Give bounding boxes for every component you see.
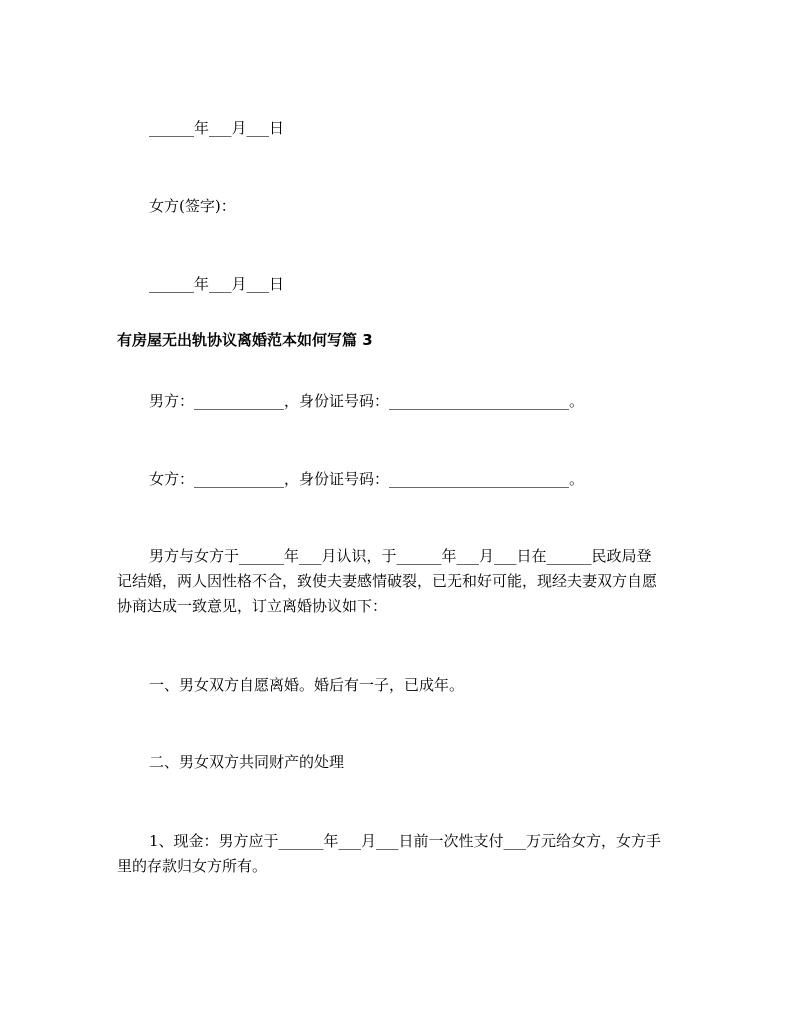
female-id-line: 女方：____________，身份证号码：________________________。 — [149, 470, 585, 488]
intro-paragraph-line: 记结婚，两人因性格不合，致使夫妻感情破裂，已无和好可能，现经夫妻双方自愿 — [117, 572, 658, 590]
cash-clause-line: 1、现金：男方应于______年___月___日前一次性支付___万元给女方，女方手 — [149, 832, 662, 850]
clause-1: 一、男女双方自愿离婚。婚后有一子，已成年。 — [149, 676, 465, 694]
section-title: 有房屋无出轨协议离婚范本如何写篇 3 — [117, 331, 373, 349]
female-signature-label: 女方(签字)： — [149, 197, 236, 215]
clause-2: 二、男女双方共同财产的处理 — [149, 753, 345, 771]
male-id-line: 男方：____________，身份证号码：________________________。 — [149, 392, 585, 410]
intro-paragraph-line: 男方与女方于______年___月认识，于______年___月___日在______民政局登 — [149, 547, 652, 565]
cash-clause-line: 里的存款归女方所有。 — [117, 857, 268, 875]
date-line: ______年___月___日 — [149, 119, 285, 137]
date-line: ______年___月___日 — [149, 275, 285, 293]
intro-paragraph-line: 协商达成一致意见，订立离婚协议如下： — [117, 597, 388, 615]
